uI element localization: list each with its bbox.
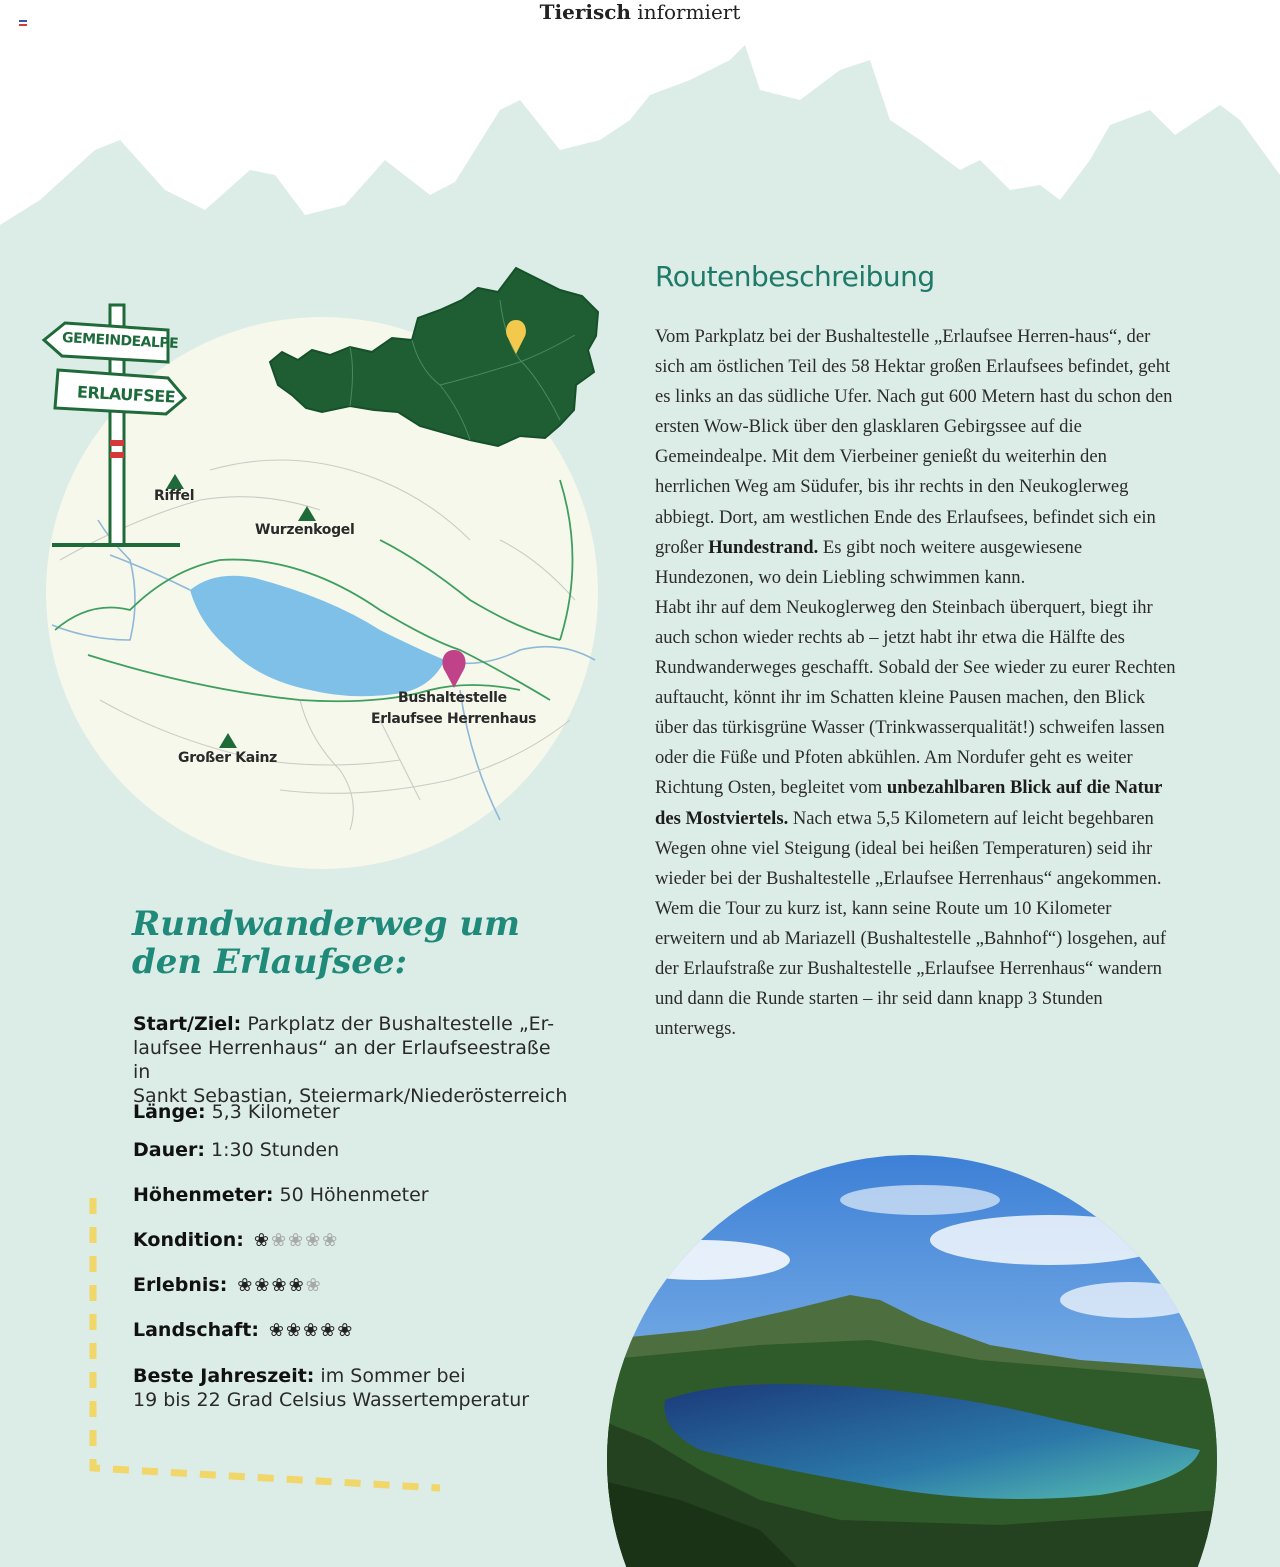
paw-icon-filled: ❀ — [288, 1275, 306, 1296]
route-paragraph-1: Vom Parkplatz bei der Bushaltestelle „Erlaufsee Herren-haus“, der sich am östlichen Teil des 58 Hektar großen Erlaufsees befindet, geht es links an das südliche Ufer. Nach gut 600 Metern hast du schon den ersten Wow-Blick über den glasklaren Gebirgssee auf die Gemeindealpe. Mit dem Vierbeiner genießt du weiterhin den herrlichen Weg am Südufer, bis ihr rechts in den Neukoglerweg abbiegt. Dort, am westlichen Ende des Erlaufsees, befindet sich ein großer Hundestrand. Es gibt noch weitere ausgewiesene Hundezonen, wo dein Liebling schwimmen kann. — [655, 326, 1173, 588]
map-label-riffel: Riffel — [154, 488, 195, 504]
paw-rating-landscape — [269, 1320, 354, 1341]
fact-length: Länge: 5,3 Kilometer — [133, 1101, 340, 1123]
paw-icon-empty: ❀ — [305, 1275, 323, 1296]
fact-condition: Kondition: ❀❀❀❀❀ — [133, 1229, 340, 1251]
paw-icon-filled: ❀ — [303, 1320, 321, 1341]
fact-duration: Dauer: 1:30 Stunden — [133, 1139, 340, 1161]
brand-rest: informiert — [637, 0, 741, 24]
hike-title: Rundwanderweg um den Erlaufsee: — [132, 904, 521, 982]
map-label-bus-stop-1: Bushaltestelle — [398, 690, 507, 706]
paw-icon-empty: ❀ — [288, 1230, 306, 1251]
paw-rating-experience — [237, 1275, 322, 1296]
fact-season: Beste Jahreszeit: im Sommer bei 19 bis 22 Grad Celsius Wassertemperatur — [133, 1365, 530, 1411]
paw-icon-filled: ❀ — [271, 1275, 289, 1296]
paw-icon-filled: ❀ — [237, 1275, 255, 1296]
paw-icon-filled: ❀ — [253, 1230, 271, 1251]
paw-icon-filled: ❀ — [320, 1320, 338, 1341]
fact-elevation: Höhenmeter: 50 Höhenmeter — [133, 1184, 429, 1206]
map-label-bus-stop-2: Erlaufsee Herrenhaus — [371, 711, 537, 727]
route-paragraph-2: Habt ihr auf dem Neukoglerweg den Steinbach überquert, biegt ihr auch schon wieder rechts ab – jetzt habt ihr etwa die Hälfte des Rundwanderweges geschafft. Sobald der See wieder zu eurer Rechten auftaucht, könnt ihr im Schatten kleine Pausen machen, den Blick über das türkisgrüne Wasser (Trinkwasserqualität!) schweifen lassen oder die Füße und Pfoten abkühlen. Am Nordufer geht es weiter Richtung Osten, begleitet vom unbezahlbaren Blick auf die Natur des Mostviertels. Nach etwa 5,5 Kilometern auf leicht begehbaren Wegen ohne viel Steigung (ideal bei heißen Temperaturen) seid ihr wieder bei der Bushaltestelle „Erlaufsee Herrenhaus“ angekommen. Wem die Tour zu kurz ist, kann seine Route um 10 Kilometer erweitern und ab Mariazell (Bushaltestelle „Bahnhof“) losgehen, auf der Erlaufstraße zur Bushaltestelle „Erlaufsee Herrenhaus“ wandern und dann die Runde starten – ihr seid dann knapp 3 Stunden unterwegs. — [655, 596, 1176, 1040]
paw-icon-filled: ❀ — [254, 1275, 272, 1296]
map-label-grosser-kainz: Großer Kainz — [178, 750, 277, 766]
paw-icon-filled: ❀ — [337, 1320, 355, 1341]
route-description — [655, 322, 1180, 1044]
paw-icon-empty: ❀ — [322, 1230, 340, 1251]
map-label-wurzenkogel: Wurzenkogel — [255, 522, 355, 538]
paw-rating-condition — [254, 1230, 339, 1251]
paw-icon-filled: ❀ — [286, 1320, 304, 1341]
sign-erlaufsee: ERLAUFSEE — [76, 382, 176, 407]
paw-icon-empty: ❀ — [270, 1230, 289, 1251]
sign-gemeindealpe: GEMEINDEALPE — [61, 329, 179, 353]
fact-landscape: Landschaft: ❀❀❀❀❀ — [133, 1319, 355, 1341]
paw-icon-empty: ❀ — [305, 1230, 323, 1251]
paw-icon-filled: ❀ — [268, 1320, 287, 1341]
fact-start: Start/Ziel: Parkplatz der Bushaltestelle „Er- laufsee Herrenhaus“ an der Erlaufseestraße in Sankt Sebastian, Steiermark/Niederösterreich — [133, 1013, 568, 1107]
brand-bold: Tierisch — [539, 0, 631, 24]
route-title: Routenbeschreibung — [655, 260, 935, 293]
magazine-header — [0, 0, 1280, 24]
fact-experience: Erlebnis: ❀❀❀❀❀ — [133, 1274, 323, 1296]
